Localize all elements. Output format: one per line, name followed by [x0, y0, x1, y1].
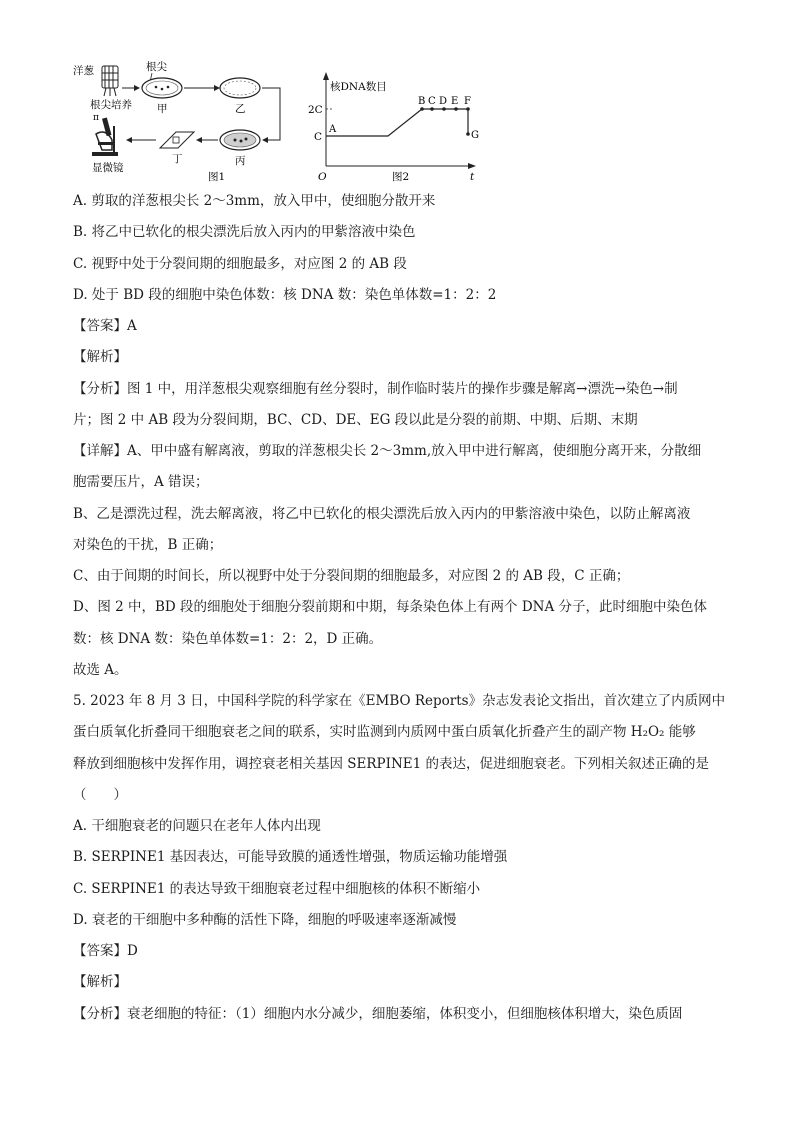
q4-option-d: D. 处于 BD 段的细胞中染色体数：核 DNA 数：染色单体数=1：2：2: [73, 287, 497, 303]
q5-answer-tag: 【答案】: [73, 943, 127, 959]
slide-ding: [160, 132, 194, 148]
fig2-label-e: E: [451, 96, 459, 107]
q4-answer-tag: 【答案】: [73, 318, 127, 334]
q4-option-b: B. 将乙中已软化的根尖漂洗后放入丙内的甲紫溶液中染色: [73, 224, 416, 240]
fig1-ding-label: 丁: [172, 153, 183, 165]
q5-stem-3: 释放到细胞核中发挥作用，调控衰老相关基因 SERPINE1 的表达，促进细胞衰老。下列相关叙述正确的是: [73, 756, 710, 772]
fig2-y-title: 核DNA数目: [330, 81, 387, 93]
q5-jiexi: 【解析】: [73, 974, 127, 990]
fig1-bing-label: 丙: [235, 155, 246, 167]
q4-detail-1: [73, 441, 701, 461]
fig2-label-g: G: [471, 130, 479, 141]
fig2-label-a: A: [329, 124, 337, 135]
q5-option-d: D. 衰老的干细胞中多种酶的活性下降，细胞的呼吸速率逐渐减慢: [73, 912, 457, 928]
q4-option-a: A. 剪取的洋葱根尖长 2～3mm，放入甲中，使细胞分散开来: [73, 193, 436, 209]
q5-analysis-text-1: 衰老细胞的特征：（1）细胞内水分减少，细胞萎缩，体积变小，但细胞核体积增大，染色质固: [127, 1006, 683, 1022]
q5-stem-4: （ ）: [73, 787, 127, 803]
q4-detail-6: D、图 2 中，BD 段的细胞处于细胞分裂前期和中期，每条染色体上有两个 DNA 分子，此时细胞中染色体: [73, 599, 707, 615]
fig2-dna-curve: [326, 109, 468, 136]
fig2-point-d: [442, 107, 446, 111]
q4-conclusion: 故选 A。: [73, 662, 128, 678]
fig2-label-d: D: [439, 96, 448, 107]
q4-analysis-1: [73, 379, 678, 399]
fig1-onion-label: 洋葱: [73, 65, 94, 77]
q5-answer: [73, 941, 138, 961]
q4-detail-7: 数：核 DNA 数：染色单体数=1：2：2，D 正确。: [73, 631, 383, 647]
q4-option-c: C. 视野中处于分裂间期的细胞最多，对应图 2 的 AB 段: [73, 256, 407, 272]
fig2-y-c: C: [314, 131, 323, 143]
figure-panel: [70, 56, 490, 186]
q5-analysis-1: [73, 1004, 682, 1024]
fig2-caption: 图2: [392, 171, 410, 183]
fig1-jia-label: 甲: [157, 103, 168, 115]
q4-detail-2: 胞需要压片，A 错误；: [73, 474, 209, 490]
q5-answer-value: D: [127, 943, 138, 959]
fig1-tip-label: 根尖: [146, 61, 167, 73]
q4-detail-5: C、由于间期的时间长，所以视野中处于分裂间期的细胞最多，对应图 2 的 AB 段，C 正确；: [73, 568, 630, 584]
microscope-top-mark: π: [93, 113, 99, 123]
fig2-point-b: [420, 107, 424, 111]
q4-answer: [73, 316, 137, 336]
q4-jiexi: 【解析】: [73, 349, 127, 365]
fig2-label-b: B: [418, 96, 426, 107]
q4-answer-value: A: [127, 318, 137, 334]
dish-yi: [220, 78, 260, 98]
q4-analysis-text-1: 图 1 中，用洋葱根尖观察细胞有丝分裂时，制作临时装片的操作步骤是解离→漂洗→染色→制: [127, 381, 678, 397]
q5-stem-1: 5. 2023 年 8 月 3 日，中国科学院的科学家在《EMBO Reports》杂志发表论文指出，首次建立了内质网中: [73, 693, 726, 709]
fig2-label-c: C: [428, 96, 436, 107]
q5-option-b: B. SERPINE1 基因表达，可能导致膜的通透性增强，物质运输功能增强: [73, 849, 508, 865]
fig1-scope-label: 显微镜: [92, 162, 124, 174]
fig2-label-f: F: [464, 96, 471, 107]
q5-analysis-tag: 【分析】: [73, 1006, 127, 1022]
q4-detail-4: 对染色的干扰，B 正确；: [73, 537, 223, 553]
figure-1: [73, 60, 280, 183]
fig2-point-e: [454, 107, 458, 111]
q4-detail-tag: 【详解】: [73, 443, 127, 459]
figure-2: [308, 72, 479, 183]
microscope-icon: [92, 117, 118, 156]
fig2-y-2c: 2C: [308, 104, 323, 116]
fig2-origin: O: [318, 171, 327, 183]
q4-analysis-tag: 【分析】: [73, 381, 127, 397]
onion-beaker-icon: [102, 66, 118, 96]
fig2-x-t: t: [470, 171, 475, 183]
fig2-point-f: [466, 107, 470, 111]
q5-stem-2: 蛋白质氧化折叠同干细胞衰老之间的联系，实时监测到内质网中蛋白质氧化折叠产生的副产物 H₂O₂ 能够: [73, 724, 696, 740]
q4-detail-3: B、乙是漂洗过程，洗去解离液，将乙中已软化的根尖漂洗后放入丙内的甲紫溶液中染色，以防止解离液: [73, 506, 691, 522]
fig1-yi-label: 乙: [235, 103, 246, 115]
fig1-caption: 图1: [208, 171, 226, 183]
q4-detail-text-1: A、甲中盛有解离液，剪取的洋葱根尖长 2～3mm,放入甲中进行解离，使细胞分离开来，分散细: [127, 443, 702, 459]
fig1-culture-label: 根尖培养: [90, 99, 132, 111]
fig2-point-g: [466, 132, 470, 136]
q5-option-a: A. 干细胞衰老的问题只在老年人体内出现: [73, 818, 321, 834]
fig2-point-c: [430, 107, 434, 111]
q4-analysis-2: 片；图 2 中 AB 段为分裂间期，BC、CD、DE、EG 段以此是分裂的前期、中期、后期、末期: [73, 412, 638, 428]
q5-option-c: C. SERPINE1 的表达导致干细胞衰老过程中细胞核的体积不断缩小: [73, 881, 481, 897]
